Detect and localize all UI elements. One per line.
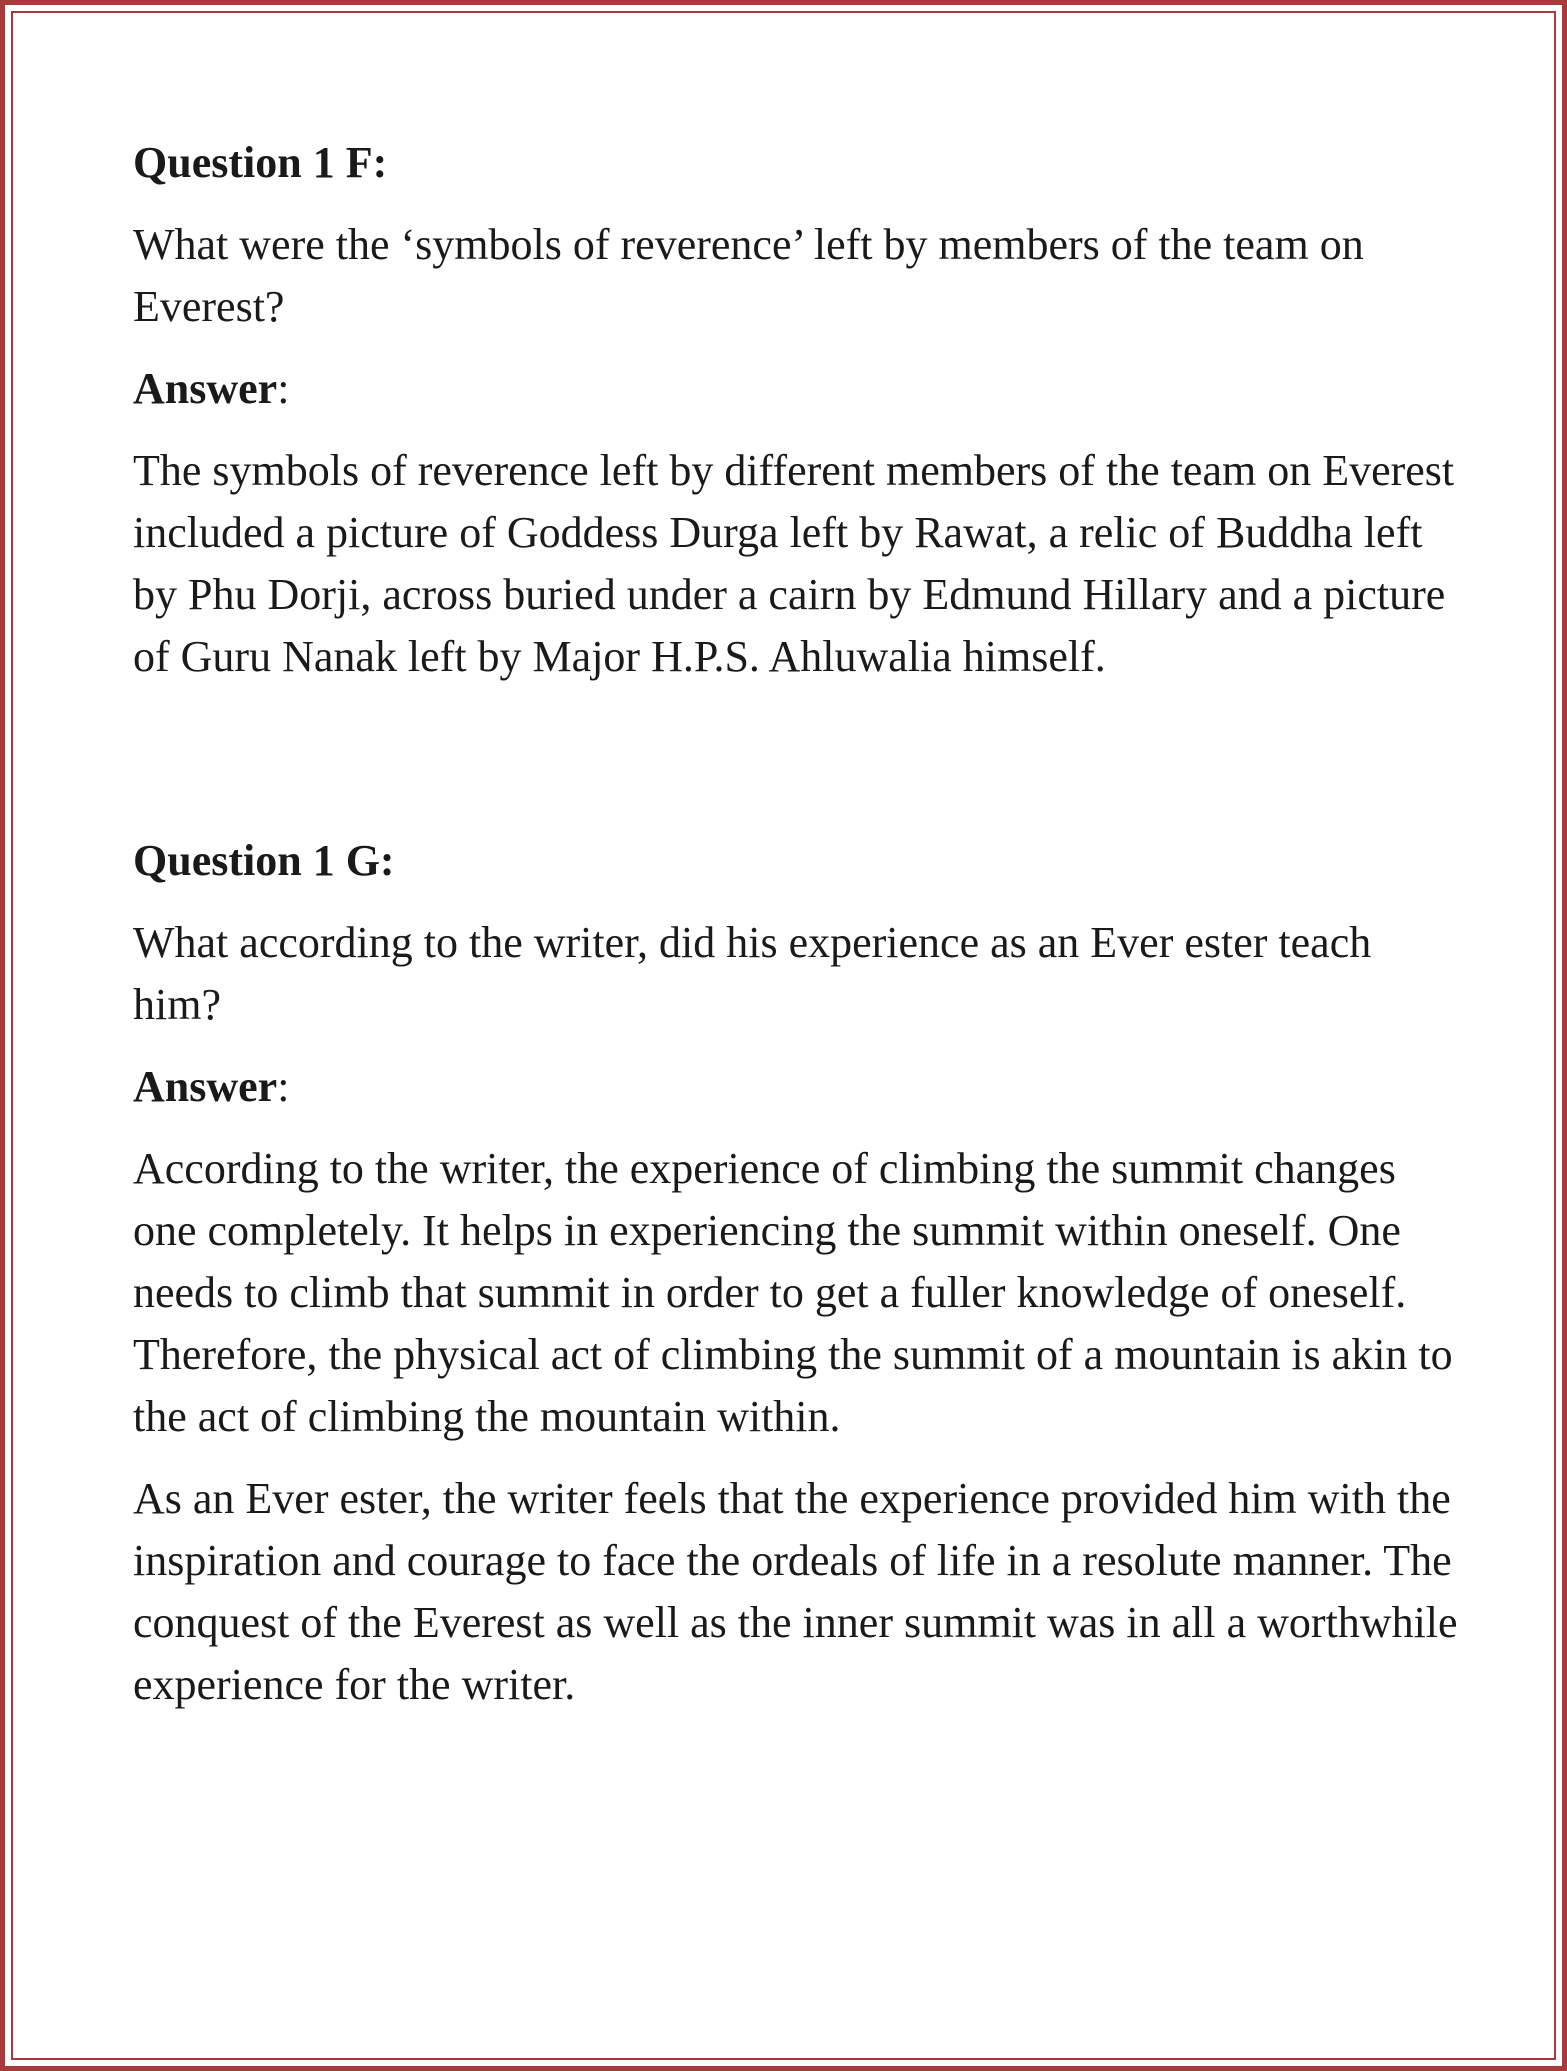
page-content (133, 132, 1463, 1716)
answer-paragraph: The symbols of reverence left by different members of the team on Everest included a picture of Goddess Durga left by Rawat, a relic of Buddha left by Phu Dorji, across buried under a cairn by Edmund Hillary and a picture of Guru Nanak left by Major H.P.S. Ahluwalia himself. (133, 446, 1455, 681)
answer-heading (133, 358, 1463, 420)
answer-label: Answer (133, 364, 278, 413)
question-text: What according to the writer, did his experience as an Ever ester teach him? (133, 918, 1372, 1029)
question-1g-block (133, 830, 1463, 1716)
answer-paragraph: According to the writer, the experience of climbing the summit changes one completely. It helps in experiencing the summit within oneself. One needs to climb that summit in order to get a fuller knowledge of oneself. Therefore, the physical act of climbing the summit of a mountain is akin to the act of climbing the mountain within. (133, 1144, 1453, 1441)
answer-heading (133, 1056, 1463, 1118)
answer-paragraph: As an Ever ester, the writer feels that the experience provided him with the inspiration and courage to face the ordeals of life in a resolute manner. The conquest of the Everest as well as the inner summit was in all a worthwhile experience for the writer. (133, 1474, 1458, 1709)
answer-label: Answer (133, 1062, 278, 1111)
section-spacer (133, 688, 1463, 830)
question-heading: Question 1 F: (133, 138, 388, 187)
answer-colon: : (277, 364, 290, 413)
question-1f-block (133, 132, 1463, 688)
answer-colon: : (277, 1062, 290, 1111)
question-heading: Question 1 G: (133, 836, 395, 885)
question-text: What were the ‘symbols of reverence’ left by members of the team on Everest? (133, 220, 1364, 331)
